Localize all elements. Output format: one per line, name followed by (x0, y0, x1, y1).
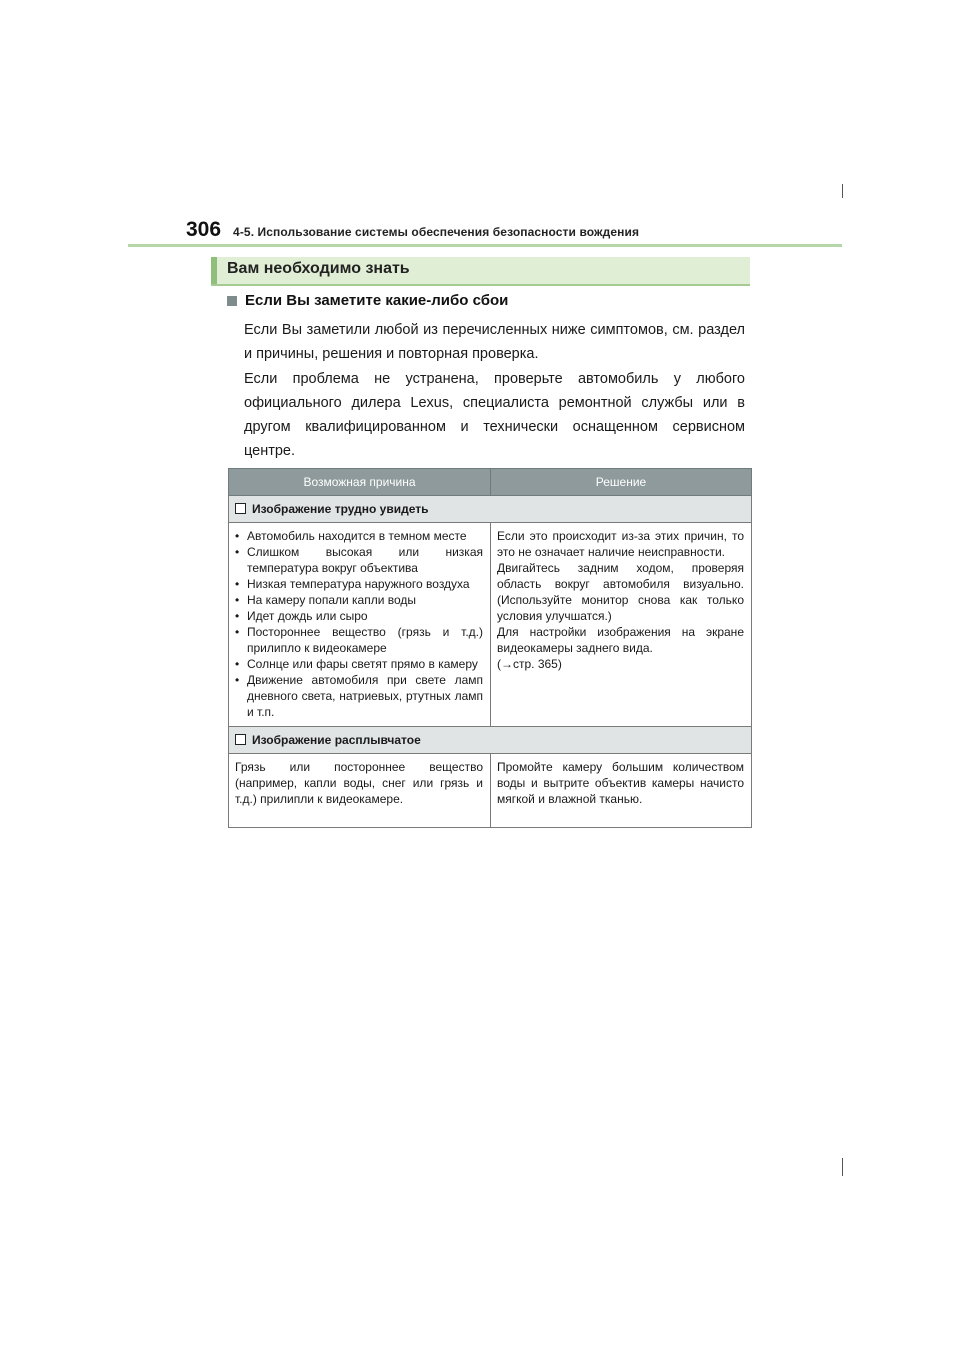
solution-line: Если это происходит из-за этих причин, то это не означает наличие неисправности. (497, 529, 744, 559)
list-item: • На камеру попали капли воды (235, 592, 483, 608)
subheading-text: Если Вы заметите какие-либо сбои (245, 292, 509, 309)
checkbox-icon (235, 734, 246, 745)
solution-line: Двигайтесь задним ходом, проверяя область вокруг автомобиля визуально. (Используйте монитор снова как только условия улучшатся.) (497, 561, 744, 623)
group-title: Изображение расплывчатое (252, 733, 421, 747)
solution-cell (491, 523, 752, 727)
header-possible-cause: Возможная причина (229, 469, 491, 496)
table-row (229, 523, 752, 727)
paragraph-1: Если Вы заметили любой из перечисленных ниже симптомов, см. раздел и причины, решения и повторная проверка. (244, 322, 745, 362)
list-item: • Идет дождь или сыро (235, 608, 483, 624)
cause-cell: Грязь или постороннее вещество (например, капли воды, снег или грязь и т.д.) прилипли к видеокамере. (229, 754, 491, 828)
paragraph-2: Если проблема не устранена, проверьте автомобиль у любого официального дилера Lexus, специалиста ремонтной службы или в другом квалифицированном и технически оснащенном сервисном центре. (244, 371, 745, 459)
list-item: • Автомобиль находится в темном месте (235, 528, 483, 544)
table-row (229, 754, 752, 828)
list-item: • Движение автомобиля при свете ламп дневного света, натриевых, ртутных ламп и т.п. (235, 672, 483, 720)
group-title: Изображение трудно увидеть (252, 502, 429, 516)
crop-mark-top (842, 184, 843, 198)
page-header (186, 218, 639, 242)
list-item: • Солнце или фары светят прямо в камеру (235, 656, 483, 672)
solution-line: Для настройки изображения на экране видеокамеры заднего вида. (497, 625, 744, 655)
banner-title: Вам необходимо знать (227, 260, 410, 277)
table-header-row (229, 469, 752, 496)
square-bullet-icon (227, 296, 237, 306)
section-title: 4-5. Использование системы обеспечения безопасности вождения (233, 225, 640, 239)
group-title-cell (229, 496, 752, 523)
troubleshooting-table (228, 468, 752, 828)
group-row (229, 496, 752, 523)
header-rule (128, 244, 842, 247)
list-item: • Низкая температура наружного воздуха (235, 576, 483, 592)
group-title-cell (229, 727, 752, 754)
subheading (227, 292, 508, 309)
solution-cell: Промойте камеру большим количеством воды и вытрите объектив камеры начисто мягкой и влажной тканью. (491, 754, 752, 828)
cause-cell (229, 523, 491, 727)
header-solution: Решение (491, 469, 752, 496)
checkbox-icon (235, 503, 246, 514)
info-banner (211, 257, 750, 286)
cause-list (235, 528, 483, 720)
list-item: • Слишком высокая или низкая температура вокруг объектива (235, 544, 483, 576)
crop-mark-bottom (842, 1158, 843, 1176)
page-number: 306 (186, 218, 222, 241)
banner-accent-bar (211, 257, 217, 284)
page-reference: (→стр. 365) (497, 657, 562, 671)
list-item: • Постороннее вещество (грязь и т.д.) прилипло к видеокамере (235, 624, 483, 656)
group-row (229, 727, 752, 754)
